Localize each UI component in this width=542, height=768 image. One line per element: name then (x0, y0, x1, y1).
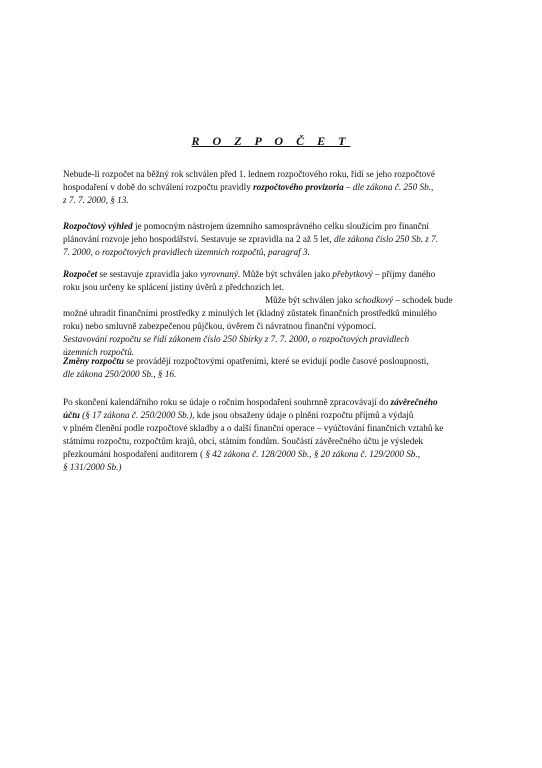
law-reference: dle zákona 250/2000 Sb., § 16. (63, 369, 177, 379)
term-rozpocet: Rozpočet (63, 269, 98, 279)
page-title: R O Z P O Č E T (191, 134, 351, 148)
paragraph-zaverecny-ucet (63, 396, 483, 474)
law-reference: územních rozpočtů. (63, 347, 135, 357)
text-line: roku) nebo smluvně zabezpečenou půjčkou, úvěrem či návratnou finanční výpomocí. (63, 321, 377, 331)
law-reference: z 7. 7. 2000, § 13. (63, 195, 129, 205)
law-reference: 7. 2000, o rozpočtových pravidlech územních rozpočtů (63, 247, 264, 257)
law-reference: – dle zákona č. 250 Sb., (343, 182, 434, 192)
text-line (63, 268, 483, 281)
term-zmeny: Změny rozpočtu (63, 356, 124, 366)
text-line (63, 294, 483, 307)
text-run: – schodek bude (393, 295, 453, 305)
term-zaverecny: závěrečného (390, 397, 438, 407)
text-run: Může být schválen jako (240, 269, 333, 279)
text-line: možné uhradit finančními prostředky z minulých let (kladný zůstatek finančních prostředků minulého (63, 308, 437, 318)
text-run: hospodaření v době do schválení rozpočtu pravidly (63, 182, 254, 192)
text-run: plánování rozvoje jeho hospodářství. Sestavuje se zpravidla na 2 až 5 let, (63, 234, 334, 244)
text-line (63, 220, 483, 233)
text-line: v plném členění podle rozpočtové skladby a o další finanční operace – vyúčtování finančních vztahů ke (63, 423, 444, 433)
text-line (63, 355, 483, 368)
law-reference: § 42 zákona č. 128/2000 Sb., § 20 zákona č. 129/2000 Sb., (205, 449, 420, 459)
text-line: roku jsou určeny ke splácení jistiny úvěrů z předchozích let. (63, 282, 284, 292)
law-reference: Sestavování rozpočtu se řídí zákonem číslo 250 Sbírky z 7. 7. 2000, o rozpočtových pravidlech (63, 334, 410, 344)
term-vyrovnany: vyrovnaný. (200, 269, 241, 279)
text-run: Může být schválen jako (265, 295, 355, 305)
term-ucet: účtu (63, 410, 80, 420)
paragraph-rozpocet (63, 268, 483, 359)
text-line (63, 448, 483, 461)
law-reference: dle zákona číslo 250 Sb. z 7. (333, 234, 439, 244)
text-run: , kde jsou obsaženy údaje o plnění rozpočtu příjmů a výdajů (192, 410, 414, 420)
text-run: se provádějí rozpočtovými opatřeními, které se evidují podle časové posloupnosti, (124, 356, 429, 366)
text-line (63, 409, 483, 422)
text-run: – příjmy daného (372, 269, 436, 279)
text-run: Po skončení kalendářního roku se údaje o ročním hospodaření souhrnně zpracovávají do (63, 397, 391, 407)
text-run: je pomocným nástrojem územního samosprávného celku sloužícím pro finanční (132, 221, 429, 231)
term-provizorium: rozpočtového provizoria (253, 182, 344, 192)
law-reference: (§ 17 zákona č. 250/2000 Sb.) (79, 410, 193, 420)
text-line (63, 181, 483, 194)
term-schodkovy: schodkový (354, 295, 394, 305)
term-vyhled: Rozpočtový výhled (63, 221, 133, 231)
law-reference: § 131/2000 Sb.) (63, 462, 122, 472)
text-line (63, 246, 483, 259)
text-line (63, 233, 483, 246)
text-run: se sestavuje zpravidla jako (97, 269, 201, 279)
text-line: Nebude-li rozpočet na běžný rok schválen před 1. lednem rozpočtového roku, řídí se jeho rozpočtové (63, 169, 435, 179)
text-run: přezkoumání hospodaření auditorem ( (63, 449, 206, 459)
paragraph-provizorium (63, 168, 483, 207)
text-line (63, 396, 483, 409)
paragraph-zmeny (63, 355, 483, 381)
paragraph-vyhled (63, 220, 483, 259)
term-prebytkovy: přebytkový (332, 269, 373, 279)
law-reference: , paragraf 3. (263, 247, 310, 257)
text-line: státnímu rozpočtu, rozpočtům krajů, obcí, státním fondům. Součástí závěrečného účtu je výsledek (63, 436, 423, 446)
